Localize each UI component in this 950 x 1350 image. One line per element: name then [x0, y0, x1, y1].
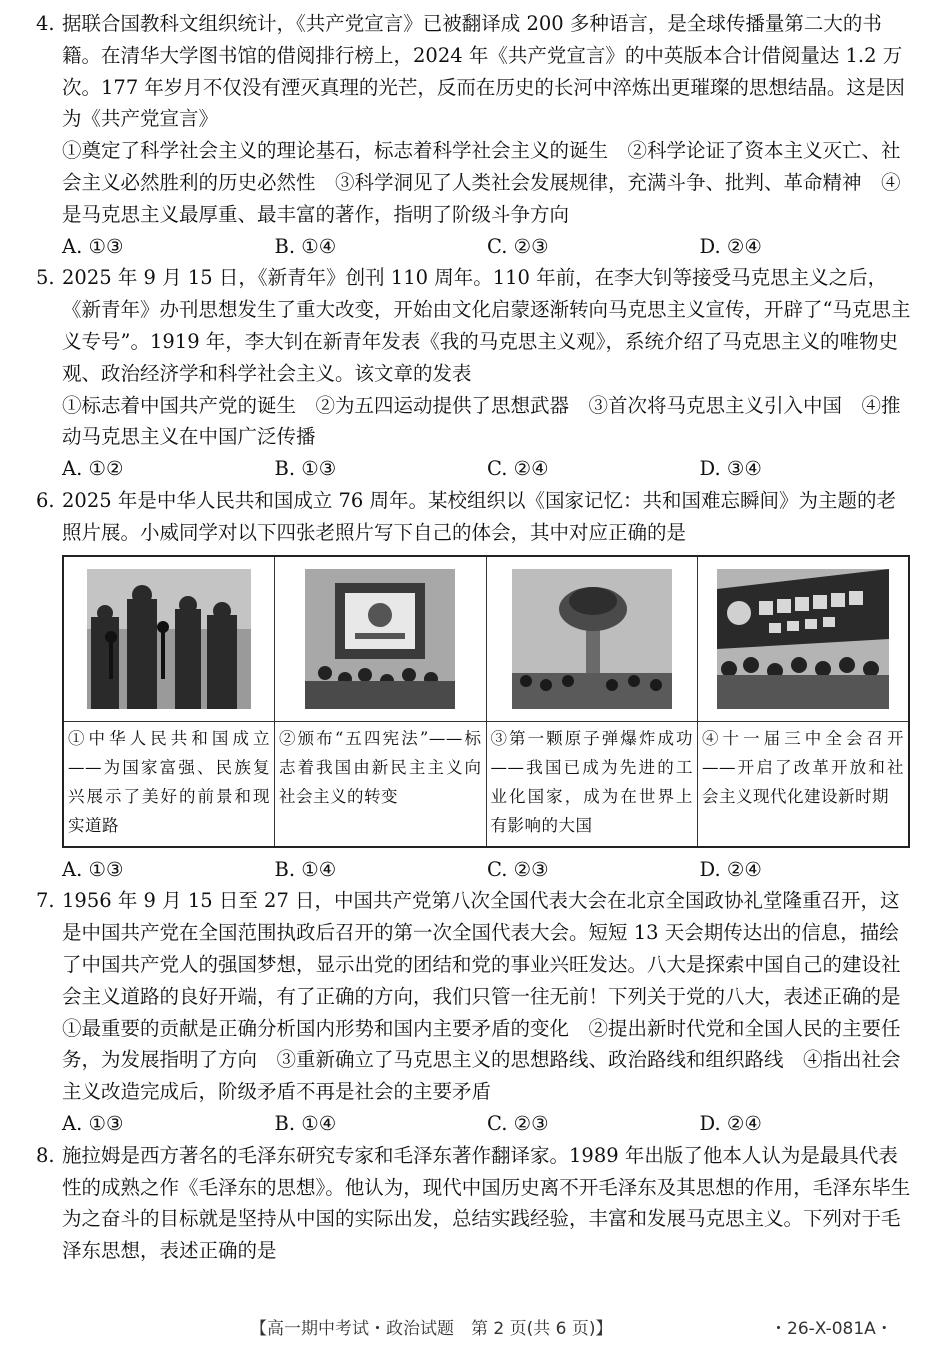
option-c: C. ②③ [487, 857, 549, 881]
question-text: 1956 年 9 月 15 日至 27 日，中国共产党第八次全国代表大会在北京全国政协礼堂隆重召开，这是中国共产党在全国范围执政后召开的第一次全国代表大会。短短 13 天会期传达出的信息，描绘了中国共产党人的强国梦想，显示出党的团结和党的事业兴旺发达。八大是探索中国自己的建设社会主义道路的良好开端，有了正确的方向，我们只管一往无前！下列关于党的八大，表述正确的是 [62, 889, 901, 1008]
option-d: D. ②④ [699, 1111, 762, 1135]
question-7-stem [36, 885, 912, 1012]
option-a: A. ①③ [62, 1111, 124, 1135]
photo-table [62, 555, 910, 848]
option-a: A. ①② [62, 457, 124, 481]
option-b: B. ①④ [274, 1111, 337, 1135]
question-5-statements: ①标志着中国共产党的诞生 ②为五四运动提供了思想武器 ③首次将马克思主义引入中国 ④推动马克思主义在中国广泛传播 [62, 393, 901, 449]
footer-code: ・26-X-081A・ [770, 1319, 893, 1339]
question-5-stem [36, 262, 912, 389]
option-d: D. ②④ [699, 857, 762, 881]
photo-caption-3: ③第一颗原子弹爆炸成功——我国已成为先进的工业化国家，成为在世界上有影响的大国 [490, 728, 693, 835]
page-footer [250, 1314, 893, 1339]
photo-caption-2: ②颁布“五四宪法”——标志着我国由新民主主义向社会主义的转变 [279, 728, 482, 806]
question-text: 2025 年是中华人民共和国成立 76 周年。某校组织以《国家记忆：共和国难忘瞬间》为主题的老照片展。小威同学对以下四张老照片写下自己的体会，其中对应正确的是 [62, 488, 897, 544]
option-a: A. ①③ [62, 857, 124, 881]
photo-atomic-bomb [487, 557, 698, 722]
question-number: 6. [36, 488, 55, 512]
question-4-options [62, 231, 912, 263]
photo-cell-3 [486, 556, 698, 847]
question-number: 7. [36, 889, 55, 913]
question-8-stem [36, 1140, 912, 1267]
question-4-statements: ①奠定了科学社会主义的理论基石，标志着科学社会主义的诞生 ②科学论证了资本主义灭亡、社会主义必然胜利的历史必然性 ③科学洞见了人类社会发展规律，充满斗争、批判、革命精神 ④是马克思主义最厚重、最丰富的著作，指明了阶级斗争方向 [62, 139, 901, 226]
photo-caption-1: ①中华人民共和国成立——为国家富强、民族复兴展示了美好的前景和现实道路 [68, 728, 270, 835]
footer-title: 【高一期中考试・政治试题 第 2 页(共 6 页)】 [250, 1319, 613, 1339]
question-5-options [62, 453, 912, 485]
option-b: B. ①④ [274, 857, 337, 881]
option-b: B. ①③ [274, 457, 337, 481]
option-c: C. ②④ [487, 457, 549, 481]
question-7-statements: ①最重要的贡献是正确分析国内形势和国内主要矛盾的变化 ②提出新时代党和全国人民的主要任务，为发展指明了方向 ③重新确立了马克思主义的思想路线、政治路线和组织路线 ④指出社会主义改造完成后，阶级矛盾不再是社会的主要矛盾 [62, 1016, 901, 1104]
question-text: 据联合国教科文组织统计，《共产党宣言》已被翻译成 200 多种语言，是全球传播量第二大的书籍。在清华大学图书馆的借阅排行榜上，2024 年《共产党宣言》的中英版本合计借阅量达 1.2 万次。177 年岁月不仅没有湮灭真理的光芒，反而在历史的长河中淬炼出更璀璨的思想结晶。这是因为《共产党宣言》 [62, 12, 905, 131]
question-6-stem [36, 485, 912, 549]
question-number: 4. [36, 12, 55, 35]
question-7-options [62, 1108, 912, 1140]
page-content [36, 8, 912, 1267]
option-b: B. ①④ [274, 234, 337, 258]
photo-cell-2 [275, 556, 487, 847]
question-number: 5. [36, 266, 55, 290]
option-c: C. ②③ [487, 1111, 549, 1135]
photo-constitution-parade [275, 557, 486, 722]
option-d: D. ②④ [699, 234, 762, 258]
photo-cell-4 [698, 556, 910, 847]
option-d: D. ③④ [699, 457, 762, 481]
question-4-stem [36, 8, 912, 135]
photo-cell-1 [63, 556, 275, 847]
photo-third-plenum [698, 557, 908, 722]
question-6-options [62, 854, 912, 886]
question-text: 施拉姆是西方著名的毛泽东研究专家和毛泽东著作翻译家。1989 年出版了他本人认为是最具代表性的成熟之作《毛泽东的思想》。他认为，现代中国历史离不开毛泽东及其思想的作用，毛泽东毕生为之奋斗的目标就是坚持从中国的实际出发，总结实践经验，丰富和发展马克思主义。下列对于毛泽东思想，表述正确的是 [62, 1143, 911, 1263]
question-text: 2025 年 9 月 15 日，《新青年》创刊 110 周年。110 年前，在李大钊等接受马克思主义之后，《新青年》办刊思想发生了重大改变，开始由文化启蒙逐渐转向马克思主义宣传，开辟了“马克思主义专号”。1919 年，李大钊在新青年发表《我的马克思主义观》，系统介绍了马克思主义的唯物史观、政治经济学和科学社会主义。该文章的发表 [62, 266, 911, 385]
option-a: A. ①③ [62, 234, 124, 258]
question-number: 8. [36, 1143, 55, 1167]
photo-founding-ceremony [64, 557, 274, 722]
option-c: C. ②③ [487, 234, 549, 258]
photo-caption-4: ④十一届三中全会召开——开启了改革开放和社会主义现代化建设新时期 [702, 728, 904, 806]
